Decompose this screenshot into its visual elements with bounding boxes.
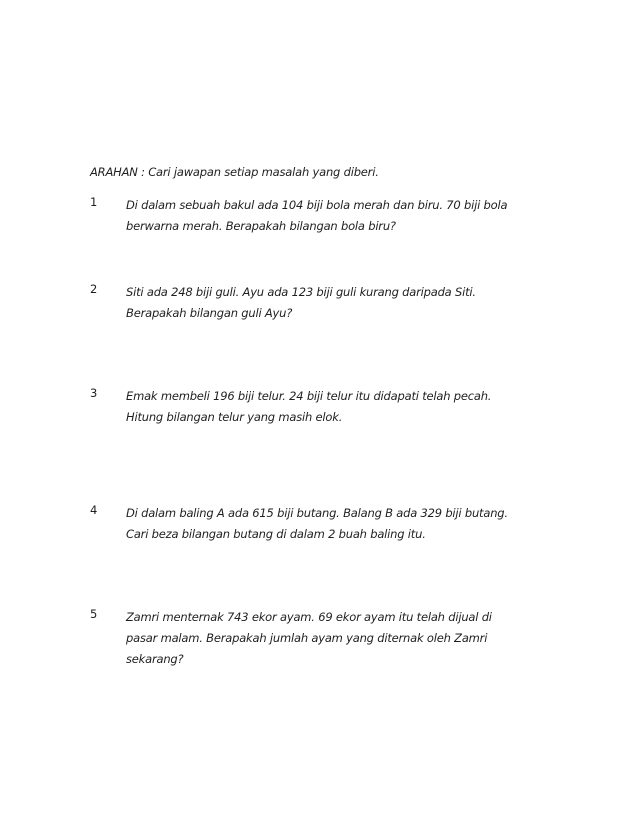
question-line: Di dalam sebuah bakul ada 104 biji bola merah dan biru. 70 biji bola: [126, 198, 508, 212]
question-text: [126, 503, 556, 545]
question-text: [126, 607, 556, 670]
question-number: 2: [90, 282, 98, 296]
question-line: Emak membeli 196 biji telur. 24 biji telur itu didapati telah pecah.: [126, 389, 492, 403]
question-number: 1: [90, 195, 98, 209]
question-line: Cari beza bilangan butang di dalam 2 buah baling itu.: [126, 527, 426, 541]
question-line: Zamri menternak 743 ekor ayam. 69 ekor ayam itu telah dijual di: [126, 610, 492, 624]
question-number: 4: [90, 503, 98, 517]
question-text: [126, 195, 556, 237]
question-text: [126, 386, 556, 428]
question-line: Berapakah bilangan guli Ayu?: [126, 306, 293, 320]
question-line: Siti ada 248 biji guli. Ayu ada 123 biji guli kurang daripada Siti.: [126, 285, 476, 299]
question-line: berwarna merah. Berapakah bilangan bola biru?: [126, 219, 396, 233]
instruction-text: ARAHAN : Cari jawapan setiap masalah yang diberi.: [90, 165, 379, 179]
question-line: Di dalam baling A ada 615 biji butang. Balang B ada 329 biji butang.: [126, 506, 508, 520]
question-text: [126, 282, 556, 324]
question-number: 5: [90, 607, 98, 621]
question-line: pasar malam. Berapakah jumlah ayam yang diternak oleh Zamri: [126, 631, 488, 645]
question-line: Hitung bilangan telur yang masih elok.: [126, 410, 343, 424]
question-number: 3: [90, 386, 98, 400]
question-line: sekarang?: [126, 652, 184, 666]
